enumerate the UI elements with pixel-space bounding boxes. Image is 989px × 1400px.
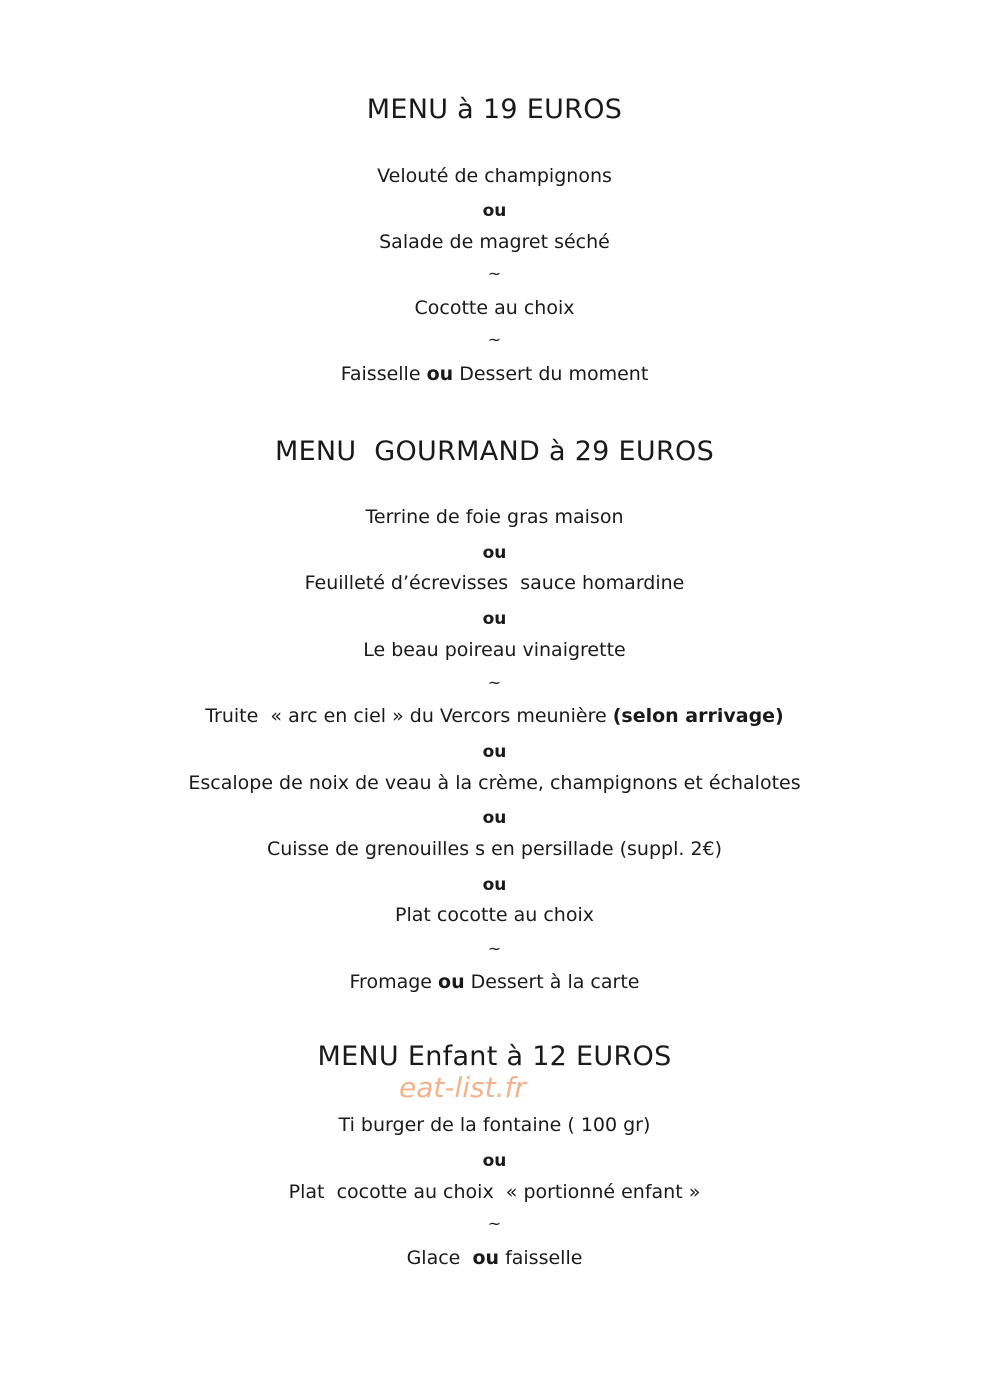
- or-separator: ou: [482, 742, 507, 762]
- or-separator: ou: [482, 543, 507, 563]
- course-separator: ~: [487, 939, 502, 958]
- or-word: ou: [438, 971, 465, 993]
- or-separator: ou: [482, 1151, 507, 1171]
- gourmand-main-4: Plat cocotte au choix: [395, 904, 594, 926]
- menu-gourmand-title: MENU GOURMAND à 29 EUROS: [274, 436, 715, 467]
- menu-19-starter-2: Salade de magret séché: [379, 231, 610, 253]
- watermark: eat-list.fr: [399, 1071, 526, 1104]
- dessert-option-1: Faisselle: [340, 363, 427, 385]
- gourmand-main-2: Escalope de noix de veau à la crème, champignons et échalotes: [188, 772, 801, 794]
- menu-19-dessert: [0, 365, 989, 384]
- course-separator: ~: [487, 1214, 502, 1233]
- menu-19-title: MENU à 19 EUROS: [366, 94, 623, 125]
- gourmand-dessert: [0, 973, 989, 992]
- or-separator: ou: [482, 808, 507, 828]
- course-separator: ~: [487, 264, 502, 283]
- enfant-main-2: Plat cocotte au choix « portionné enfant »: [288, 1181, 701, 1203]
- or-separator: ou: [482, 201, 507, 221]
- menu-enfant-title: MENU Enfant à 12 EUROS: [317, 1041, 672, 1072]
- gourmand-starter-3: Le beau poireau vinaigrette: [363, 639, 626, 661]
- dessert-option-1: Fromage: [349, 971, 439, 993]
- main-dish-text: Truite « arc en ciel » du Vercors meunière: [205, 705, 613, 727]
- gourmand-main-3: Cuisse de grenouilles s en persillade (suppl. 2€): [266, 838, 723, 860]
- course-separator: ~: [487, 673, 502, 692]
- gourmand-main-1: [0, 707, 989, 726]
- gourmand-starter-1: Terrine de foie gras maison: [365, 506, 624, 528]
- or-separator: ou: [482, 875, 507, 895]
- or-word: ou: [472, 1247, 500, 1269]
- menu-19-starter-1: Velouté de champignons: [377, 165, 612, 187]
- dessert-option-2: Dessert du moment: [453, 363, 649, 385]
- gourmand-starter-2: Feuilleté d’écrevisses sauce homardine: [304, 572, 685, 594]
- or-separator: ou: [482, 609, 507, 629]
- dessert-option-1: Glace: [406, 1247, 473, 1269]
- availability-note: (selon arrivage): [612, 705, 784, 727]
- course-separator: ~: [487, 330, 502, 349]
- enfant-main-1: Ti burger de la fontaine ( 100 gr): [338, 1114, 651, 1136]
- or-word: ou: [426, 363, 454, 385]
- menu-19-main: Cocotte au choix: [414, 297, 575, 319]
- dessert-option-2: faisselle: [499, 1247, 583, 1269]
- dessert-option-2: Dessert à la carte: [464, 971, 640, 993]
- enfant-dessert: [0, 1249, 989, 1268]
